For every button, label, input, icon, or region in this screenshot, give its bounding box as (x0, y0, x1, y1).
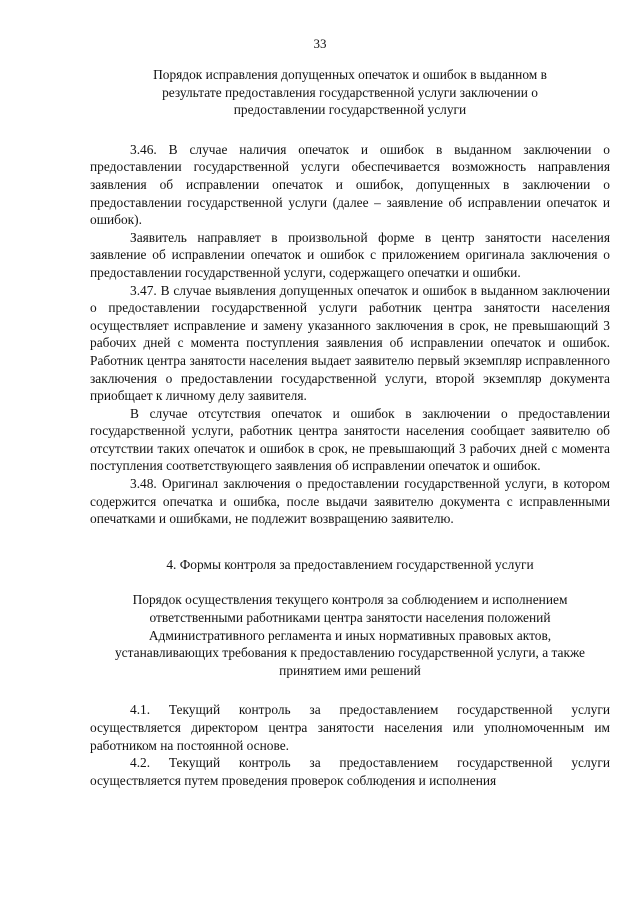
page-number: 33 (313, 36, 327, 51)
paragraph-4-2: 4.2. Текущий контроль за предоставлением государственной услуги осуществляется путем проведения проверок соблюдения и исполнения (90, 755, 610, 788)
paragraph-applicant-request: Заявитель направляет в произвольной форме в центр занятости населения заявление об исправлении опечаток и ошибок с приложением оригинала заключения о предоставлении государственной услуги, содержащего опечатки и ошибки. (90, 229, 610, 280)
subheading-current-control: Порядок осуществления текущего контроля за соблюдением и исполнением ответственными работниками центра занятости населения положений Административного регламента и иных нормативных правовых актов, устанавливающих требования к предоставлению государственной услуги, а также принятием ими решений (114, 592, 585, 678)
section-heading-typo-correction: Порядок исправления допущенных опечаток и ошибок в выданном в результате предоставления государственной услуги заключении о предоставлении государственной услуги (153, 67, 547, 118)
page-content (90, 66, 610, 789)
paragraph-3-47: 3.47. В случае выявления допущенных опечаток и ошибок в выданном заключении о предоставлении государственной услуги работник центра занятости населения осуществляет исправление и замену указанного заключения в срок, не превышающий 3 рабочих дней с момента поступления заявления об исправлении опечаток и ошибок. Работник центра занятости населения выдает заявителю первый экземпляр исправленного заключения о предоставлении государственной услуги, второй экземпляр документа приобщает к личному делу заявителя. (90, 282, 610, 404)
paragraph-3-46: 3.46. В случае наличия опечаток и ошибок в выданном заключении о предоставлении государственной услуги обеспечивается возможность направления заявления об исправлении опечаток и ошибок, допущенных в заключении о предоставлении государственной услуги (далее – заявление об исправлении опечаток и ошибок). (90, 141, 610, 228)
paragraph-4-1: 4.1. Текущий контроль за предоставлением государственной услуги осуществляется директором центра занятости населения или уполномоченным им работником на постоянной основе. (90, 702, 610, 753)
paragraph-3-48: 3.48. Оригинал заключения о предоставлении государственной услуги, в котором содержится опечатка и ошибка, после выдачи заявителю документа с исправленными опечатками и ошибками, не подлежит возвращению заявителю. (90, 476, 610, 527)
paragraph-no-errors: В случае отсутствия опечаток и ошибок в заключении о предоставлении государственной услуги, работник центра занятости населения сообщает заявителю об отсутствии таких опечаток и ошибок в срок, не превышающий 3 рабочих дней с момента поступления соответствующего заявления об исправлении опечаток и ошибок. (90, 405, 610, 474)
section-title-control-forms: 4. Формы контроля за предоставлением государственной услуги (166, 556, 534, 572)
